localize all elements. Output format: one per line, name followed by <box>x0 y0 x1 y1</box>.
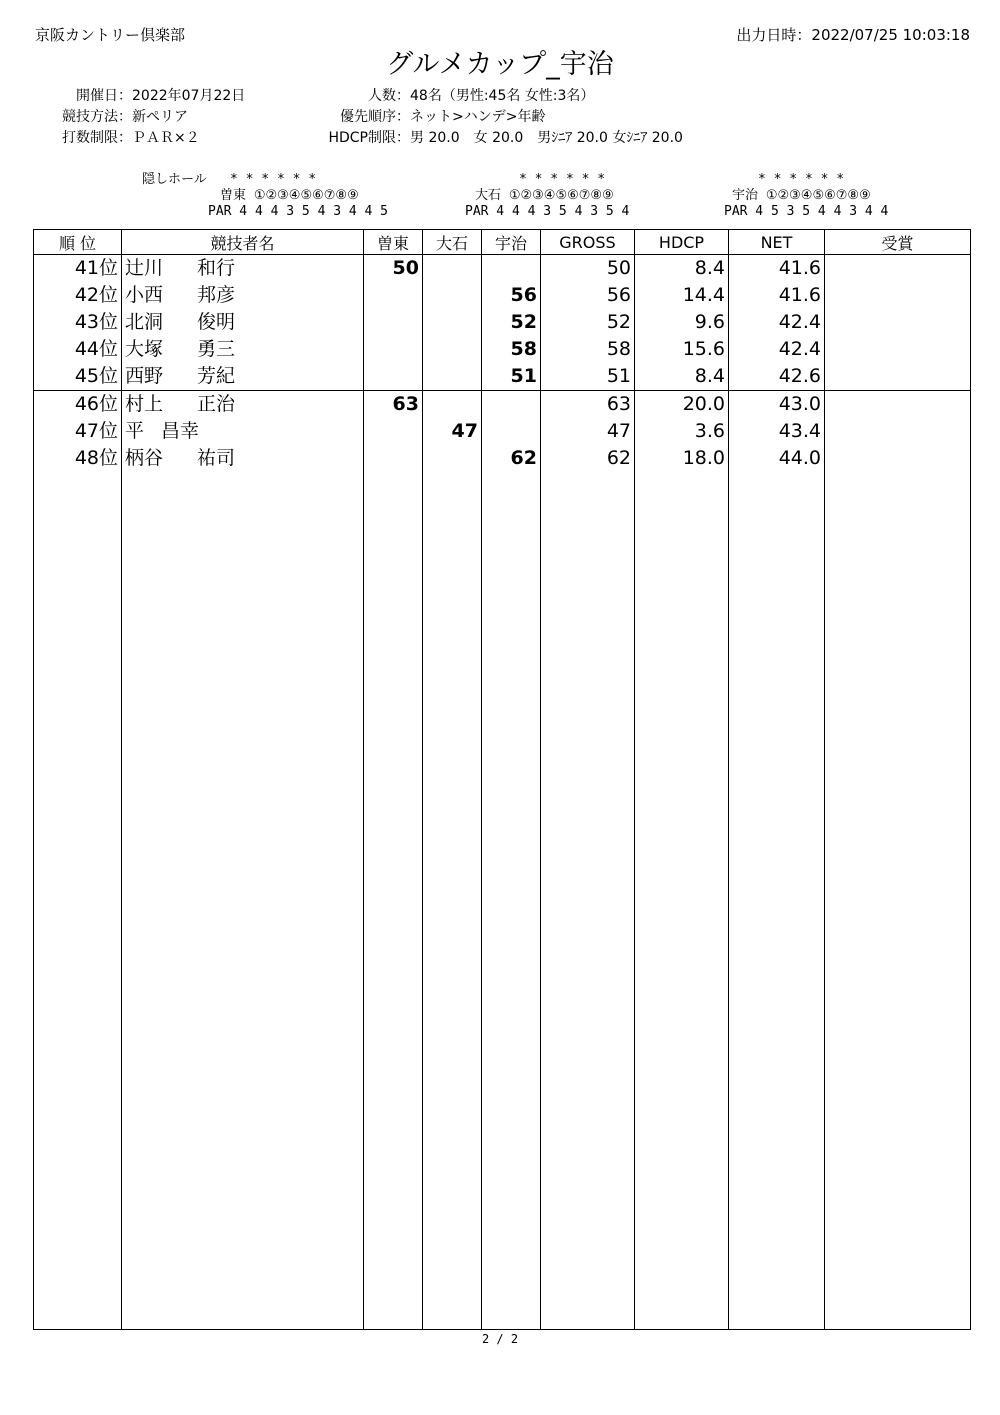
player-name <box>122 391 364 419</box>
net-cell: 41.6 <box>729 282 825 309</box>
player-last-name: 平 <box>125 420 145 442</box>
net-cell: 44.0 <box>729 445 825 472</box>
player-name <box>122 255 364 283</box>
player-name <box>122 282 364 309</box>
uji-score <box>482 418 541 445</box>
header-hdcp: HDCP <box>635 230 729 255</box>
table-row <box>34 255 971 283</box>
table-row <box>34 336 971 363</box>
net-cell: 42.6 <box>729 363 825 391</box>
player-name <box>122 309 364 336</box>
course-oishi-stars: * * * * * * <box>519 172 606 187</box>
results-table <box>33 229 971 1330</box>
oishi-score <box>423 255 482 283</box>
header-uji: 宇治 <box>482 230 541 255</box>
course-sotou-block <box>200 172 388 220</box>
output-datetime: 出力日時：2022/07/25 10:03:18 <box>736 26 970 44</box>
award-cell <box>825 282 971 309</box>
header-rank: 順 位 <box>34 230 122 255</box>
oishi-score <box>423 391 482 419</box>
table-row <box>34 309 971 336</box>
table-row <box>34 418 971 445</box>
rank-cell: 46位 <box>34 391 122 419</box>
table-empty-space <box>34 472 971 1330</box>
award-cell <box>825 255 971 283</box>
player-last-name: 大塚 <box>125 338 164 360</box>
player-last-name: 西野 <box>125 365 164 387</box>
player-first-name: 昌幸 <box>161 420 200 442</box>
rank-cell: 41位 <box>34 255 122 283</box>
page-title: グルメカップ_宇治 <box>386 49 614 80</box>
net-cell: 43.4 <box>729 418 825 445</box>
hdcp-cell: 8.4 <box>635 363 729 391</box>
header-name: 競技者名 <box>122 230 364 255</box>
sotou-score <box>364 309 423 336</box>
gross-cell: 63 <box>541 391 635 419</box>
method-label: 競技方法 <box>62 109 118 125</box>
hdcp-label: HDCP制限 <box>328 130 396 146</box>
player-first-name: 俊明 <box>197 311 236 333</box>
course-oishi-name: 大石 <box>474 188 501 203</box>
course-oishi-par: PAR 4 4 4 3 5 4 3 5 4 <box>465 204 630 219</box>
uji-score: 56 <box>482 282 541 309</box>
table-row <box>34 363 971 391</box>
info-left: 開催日：2022年07月22日 競技方法：新ペリア 打数制限：ＰＡＲ×２ <box>48 86 245 149</box>
header-net: NET <box>729 230 825 255</box>
gross-cell: 62 <box>541 445 635 472</box>
course-oishi-holes: ①②③④⑤⑥⑦⑧⑨ <box>508 188 614 203</box>
header-sotou: 曽東 <box>364 230 423 255</box>
player-first-name: 邦彦 <box>197 284 236 306</box>
uji-score: 62 <box>482 445 541 472</box>
hdcp-cell: 15.6 <box>635 336 729 363</box>
header-oishi: 大石 <box>423 230 482 255</box>
limit-label: 打数制限 <box>62 130 118 146</box>
player-first-name: 祐司 <box>197 447 236 469</box>
uji-score <box>482 255 541 283</box>
award-cell <box>825 363 971 391</box>
player-first-name: 勇三 <box>197 338 236 360</box>
date-label: 開催日 <box>76 88 118 104</box>
course-uji-block <box>712 172 888 220</box>
hdcp-cell: 20.0 <box>635 391 729 419</box>
net-cell: 42.4 <box>729 309 825 336</box>
player-name <box>122 445 364 472</box>
course-uji-holes: ①②③④⑤⑥⑦⑧⑨ <box>765 188 871 203</box>
gross-cell: 56 <box>541 282 635 309</box>
course-sotou-holes: ①②③④⑤⑥⑦⑧⑨ <box>253 188 359 203</box>
hdcp-cell: 8.4 <box>635 255 729 283</box>
player-last-name: 北洞 <box>125 311 164 333</box>
header-gross: GROSS <box>541 230 635 255</box>
oishi-score: 47 <box>423 418 482 445</box>
course-uji-name: 宇治 <box>731 188 758 203</box>
table-row <box>34 282 971 309</box>
player-last-name: 小西 <box>125 284 164 306</box>
page-number: 2 / 2 <box>481 1332 519 1346</box>
count-value: 48名（男性:45名 女性:3名） <box>410 88 595 104</box>
course-uji-stars: * * * * * * <box>758 172 845 187</box>
player-last-name: 柄谷 <box>125 447 164 469</box>
rank-cell: 42位 <box>34 282 122 309</box>
limit-value: ＰＡＲ×２ <box>132 130 200 146</box>
sotou-score <box>364 418 423 445</box>
course-sotou-name: 曽東 <box>219 188 246 203</box>
player-first-name: 和行 <box>197 257 236 279</box>
info-right: 人数：48名（男性:45名 女性:3名） 優先順序：ネット>ハンデ>年齢 HDCP制限：男 20.0 女 20.0 男ｼﾆｱ 20.0 女ｼﾆｱ 20.0 <box>308 86 683 149</box>
hdcp-value: 男 20.0 女 20.0 男ｼﾆｱ 20.0 女ｼﾆｱ 20.0 <box>410 130 683 146</box>
sotou-score <box>364 282 423 309</box>
hdcp-cell: 3.6 <box>635 418 729 445</box>
player-first-name: 芳紀 <box>197 365 236 387</box>
gross-cell: 51 <box>541 363 635 391</box>
sotou-score <box>364 336 423 363</box>
course-uji-par: PAR 4 5 3 5 4 4 3 4 4 <box>724 204 889 219</box>
hdcp-cell: 18.0 <box>635 445 729 472</box>
table-row <box>34 445 971 472</box>
rank-cell: 44位 <box>34 336 122 363</box>
sotou-score <box>364 363 423 391</box>
rank-cell: 48位 <box>34 445 122 472</box>
oishi-score <box>423 336 482 363</box>
club-name: 京阪カントリー倶楽部 <box>35 26 186 44</box>
course-sotou-stars: * * * * * * <box>230 172 317 187</box>
award-cell <box>825 336 971 363</box>
header-row <box>34 230 971 255</box>
rank-cell: 43位 <box>34 309 122 336</box>
player-last-name: 村上 <box>125 393 164 415</box>
oishi-score <box>423 282 482 309</box>
course-oishi-block <box>455 172 629 220</box>
hdcp-cell: 14.4 <box>635 282 729 309</box>
sotou-score <box>364 445 423 472</box>
player-name <box>122 418 364 445</box>
award-cell <box>825 309 971 336</box>
gross-cell: 52 <box>541 309 635 336</box>
player-name <box>122 336 364 363</box>
net-cell: 43.0 <box>729 391 825 419</box>
method-value: 新ペリア <box>132 109 188 125</box>
uji-score <box>482 391 541 419</box>
hidden-holes-label: 隠しホール <box>142 172 207 187</box>
award-cell <box>825 445 971 472</box>
table-row <box>34 391 971 419</box>
net-cell: 42.4 <box>729 336 825 363</box>
date-value: 2022年07月22日 <box>132 88 246 104</box>
player-name <box>122 363 364 391</box>
oishi-score <box>423 309 482 336</box>
player-first-name: 正治 <box>197 393 236 415</box>
award-cell <box>825 418 971 445</box>
uji-score: 52 <box>482 309 541 336</box>
gross-cell: 47 <box>541 418 635 445</box>
net-cell: 41.6 <box>729 255 825 283</box>
header-award: 受賞 <box>825 230 971 255</box>
oishi-score <box>423 445 482 472</box>
uji-score: 51 <box>482 363 541 391</box>
oishi-score <box>423 363 482 391</box>
player-last-name: 辻川 <box>125 257 164 279</box>
priority-label: 優先順序 <box>340 109 396 125</box>
sotou-score: 63 <box>364 391 423 419</box>
count-label: 人数 <box>368 88 396 104</box>
award-cell <box>825 391 971 419</box>
uji-score: 58 <box>482 336 541 363</box>
rank-cell: 47位 <box>34 418 122 445</box>
hdcp-cell: 9.6 <box>635 309 729 336</box>
course-sotou-par: PAR 4 4 4 3 5 4 3 4 4 5 <box>208 204 389 219</box>
sotou-score: 50 <box>364 255 423 283</box>
gross-cell: 58 <box>541 336 635 363</box>
gross-cell: 50 <box>541 255 635 283</box>
rank-cell: 45位 <box>34 363 122 391</box>
priority-value: ネット>ハンデ>年齢 <box>410 109 546 125</box>
